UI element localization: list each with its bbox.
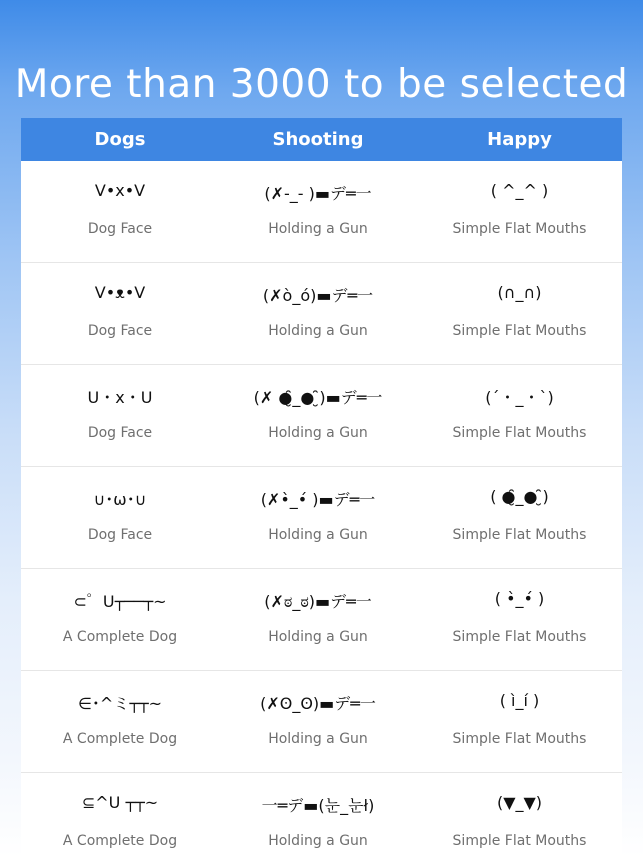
tab-happy[interactable]: Happy <box>487 129 552 150</box>
emoticon-caption: Dog Face <box>87 527 153 543</box>
table-header <box>21 118 622 161</box>
emoticon-caption: Dog Face <box>87 221 153 237</box>
emoticon-caption: Simple Flat Mouths <box>452 425 587 441</box>
emoticon-text: ( ●̮̑_● ̮̑) <box>490 487 549 506</box>
emoticon-text: (✗ಠ_ಠ)▬デ═一 <box>264 592 372 611</box>
emoticon-cell[interactable] <box>21 569 219 670</box>
emoticon-caption: A Complete Dog <box>62 629 178 645</box>
emoticon-text: ∈･^ミ┬┬~ <box>77 694 163 713</box>
emoticon-text: (✗ ●̮̑_● ̮̑)▬デ═一 <box>253 388 383 407</box>
emoticon-cell[interactable] <box>219 365 417 466</box>
emoticon-cell[interactable] <box>21 671 219 772</box>
table-row <box>21 365 622 467</box>
emoticon-cell[interactable] <box>21 467 219 568</box>
emoticon-text: ⊆^U ┬┬~ <box>81 793 159 812</box>
emoticon-cell[interactable] <box>417 467 622 568</box>
emoticon-caption: Holding a Gun <box>268 527 368 543</box>
emoticon-cell[interactable] <box>417 671 622 772</box>
emoticon-caption: Holding a Gun <box>268 221 368 237</box>
emoticon-cell[interactable] <box>219 263 417 364</box>
emoticon-cell[interactable] <box>219 467 417 568</box>
emoticon-caption: Holding a Gun <box>268 323 368 339</box>
emoticon-caption: A Complete Dog <box>62 731 178 747</box>
emoticon-cell[interactable] <box>417 365 622 466</box>
emoticon-cell[interactable] <box>21 263 219 364</box>
emoticon-caption: Simple Flat Mouths <box>452 629 587 645</box>
tab-shooting[interactable]: Shooting <box>272 129 364 150</box>
emoticon-caption: A Complete Dog <box>62 833 178 849</box>
emoticon-caption: Simple Flat Mouths <box>452 833 587 849</box>
emoticon-cell[interactable] <box>21 773 219 857</box>
emoticon-text: ( •̀_•́ ) <box>494 589 545 608</box>
table-row <box>21 773 622 857</box>
emoticon-cell[interactable] <box>219 773 417 857</box>
emoticon-text: (´・_・`) <box>485 388 554 407</box>
emoticon-cell[interactable] <box>417 263 622 364</box>
emoticon-text: ∪･ω･∪ <box>93 490 147 509</box>
emoticon-text: ⊂゜U┬──┬~ <box>73 592 167 611</box>
emoticon-text: (✗ò_ó)▬デ═一 <box>262 286 374 305</box>
table-row <box>21 569 622 671</box>
emoticon-text: (▼_▼) <box>496 793 543 812</box>
emoticon-cell[interactable] <box>21 161 219 262</box>
emoticon-text: V•ᴥ•V <box>94 283 146 302</box>
emoticon-caption: Holding a Gun <box>268 833 368 849</box>
emoticon-cell[interactable] <box>417 161 622 262</box>
emoticon-cell[interactable] <box>417 773 622 857</box>
emoticon-caption: Dog Face <box>87 425 153 441</box>
table-row <box>21 467 622 569</box>
page-headline: More than 3000 to be selected <box>14 62 629 107</box>
emoticon-cell[interactable] <box>417 569 622 670</box>
table-row <box>21 161 622 263</box>
emoticon-text: ( ^_^ ) <box>490 181 549 200</box>
emoticon-text: ( ì_í ) <box>499 691 540 710</box>
emoticon-text: (∩_∩) <box>497 283 542 302</box>
table-row <box>21 263 622 365</box>
emoticon-caption: Holding a Gun <box>268 731 368 747</box>
emoticon-cell[interactable] <box>219 569 417 670</box>
emoticon-text: U・x・U <box>87 388 153 407</box>
emoticon-caption: Holding a Gun <box>268 629 368 645</box>
table-row <box>21 671 622 773</box>
emoticon-text: 一═デ▬(눈_눈ł) <box>261 796 375 815</box>
emoticon-text: V•x•V <box>94 181 146 200</box>
emoticon-caption: Simple Flat Mouths <box>452 221 587 237</box>
tab-dogs[interactable]: Dogs <box>94 129 146 150</box>
emoticon-caption: Simple Flat Mouths <box>452 731 587 747</box>
emoticon-text: (✗ʘ_ʘ)▬デ═一 <box>260 694 376 713</box>
emoticon-cell[interactable] <box>219 161 417 262</box>
emoticon-caption: Dog Face <box>87 323 153 339</box>
emoticon-text: (✗-_- )▬デ═一 <box>264 184 372 203</box>
emoticon-cell[interactable] <box>219 671 417 772</box>
emoticon-text: (✗•̀_•́ )▬デ═一 <box>260 490 376 509</box>
emoticon-caption: Simple Flat Mouths <box>452 527 587 543</box>
emoticon-caption: Holding a Gun <box>268 425 368 441</box>
emoticon-caption: Simple Flat Mouths <box>452 323 587 339</box>
emoticon-table <box>21 118 622 857</box>
emoticon-cell[interactable] <box>21 365 219 466</box>
